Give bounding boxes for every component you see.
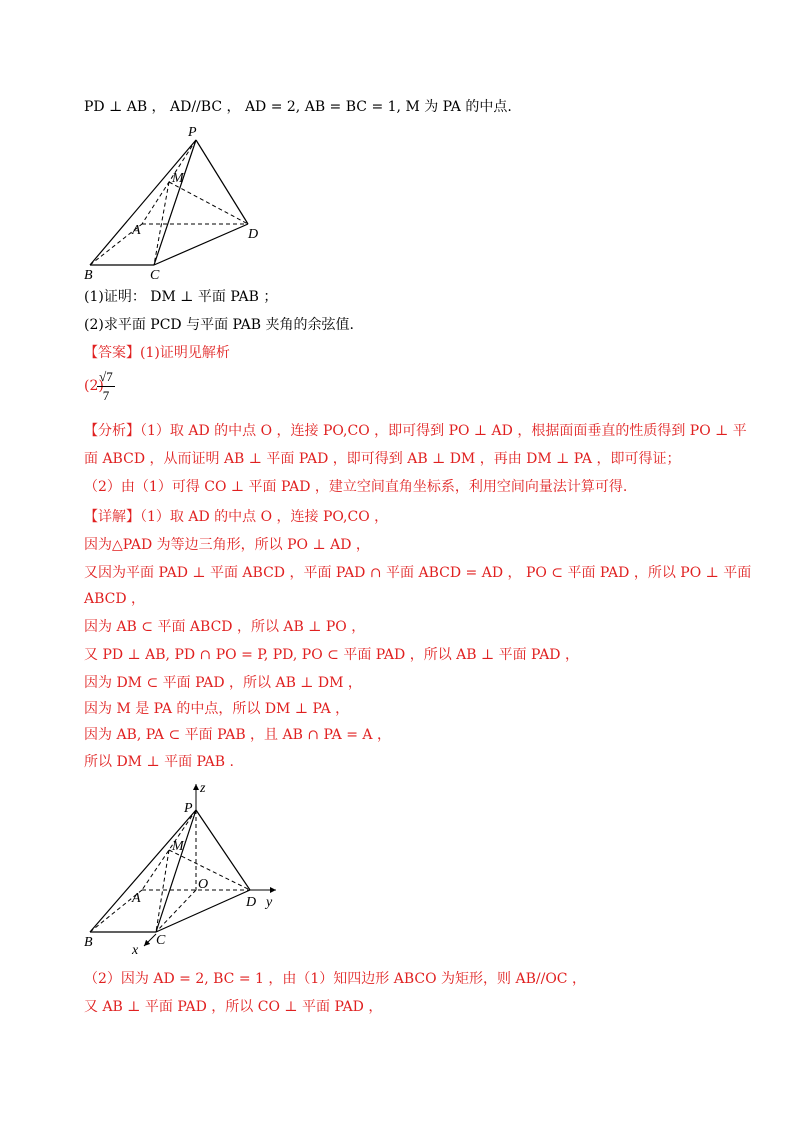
detail-line-8: 因为 M 是 PA 的中点，所以 DM ⊥ PA ， [84,701,350,717]
analysis-line-1: 【分析】（1）取 AD 的中点 O ，连接 PO,CO ，即可得到 PO ⊥ AD ，根据面面垂直的性质得到 PO ⊥ 平 [84,423,747,439]
answer-header: 【答案】(1)证明见解析 [84,345,230,361]
problem-part-2: (2)求平面 PCD 与平面 PAB 夹角的余弦值. [84,317,354,333]
label-C: C [150,268,160,282]
label-O: O [198,877,209,892]
detail-line-1: 【详解】（1）取 AD 的中点 O ，连接 PO,CO ， [84,509,389,525]
label-y: y [266,895,273,910]
answer-numerator: √7 [97,369,115,387]
answer-fraction [97,369,115,404]
detail-line-3: 又因为平面 PAD ⊥ 平面 ABCD ，平面 PAD ∩ 平面 ABCD = AD ， PO ⊂ 平面 PAD ，所以 PO ⊥ 平面 [84,565,752,581]
label-x: x [132,943,139,958]
analysis-line-3: （2）由（1）可得 CO ⊥ 平面 PAD ，建立空间直角坐标系，利用空间向量法计算可得. [84,479,628,495]
detail-line-4: ABCD ， [84,591,146,607]
analysis-line-2: 面 ABCD ，从而证明 AB ⊥ 平面 PAD ，即可得到 AB ⊥ DM ，再由 DM ⊥ PA ，即可得证； [84,451,681,467]
label-B: B [84,935,93,950]
detail-line-6: 又 PD ⊥ AB, PD ∩ PO = P, PD, PO ⊂ 平面 PAD ，所以 AB ⊥ 平面 PAD ， [84,647,579,663]
label-B: B [84,268,93,282]
label-A: A [132,891,141,906]
label-A: A [132,223,141,238]
label-M: M [172,839,184,854]
detail-line-5: 因为 AB ⊂ 平面 ABCD ，所以 AB ⊥ PO ， [84,619,366,635]
label-D: D [248,227,259,242]
label-P: P [188,125,197,140]
problem-line-1: PD ⊥ AB ， AD//BC ， AD = 2, AB = BC = 1, M 为 PA 的中点. [84,99,512,115]
label-z: z [200,781,206,796]
answer-denominator: 7 [102,388,110,403]
pyramid-figure-1 [80,122,280,282]
detail-line-9: 因为 AB, PA ⊂ 平面 PAB ，且 AB ∩ PA = A ， [84,727,391,743]
detail-line-10: 所以 DM ⊥ 平面 PAB . [84,754,234,770]
part2-line-2: 又 AB ⊥ 平面 PAD ，所以 CO ⊥ 平面 PAD ， [84,999,383,1015]
answer-part2-prefix: (2) [84,378,104,394]
label-M: M [172,171,184,186]
part2-line-1: （2）因为 AD = 2, BC = 1 ，由（1）知四边形 ABCO 为矩形，则 AB//OC ， [84,971,586,987]
label-P: P [184,801,193,816]
pyramid-figure-2 [80,778,290,960]
detail-line-2: 因为△PAD 为等边三角形，所以 PO ⊥ AD ， [84,537,370,553]
label-D: D [246,895,257,910]
label-C: C [156,933,166,948]
problem-part-1: (1)证明： DM ⊥ 平面 PAB ； [84,289,278,305]
detail-line-7: 因为 DM ⊂ 平面 PAD ，所以 AB ⊥ DM ， [84,675,362,691]
